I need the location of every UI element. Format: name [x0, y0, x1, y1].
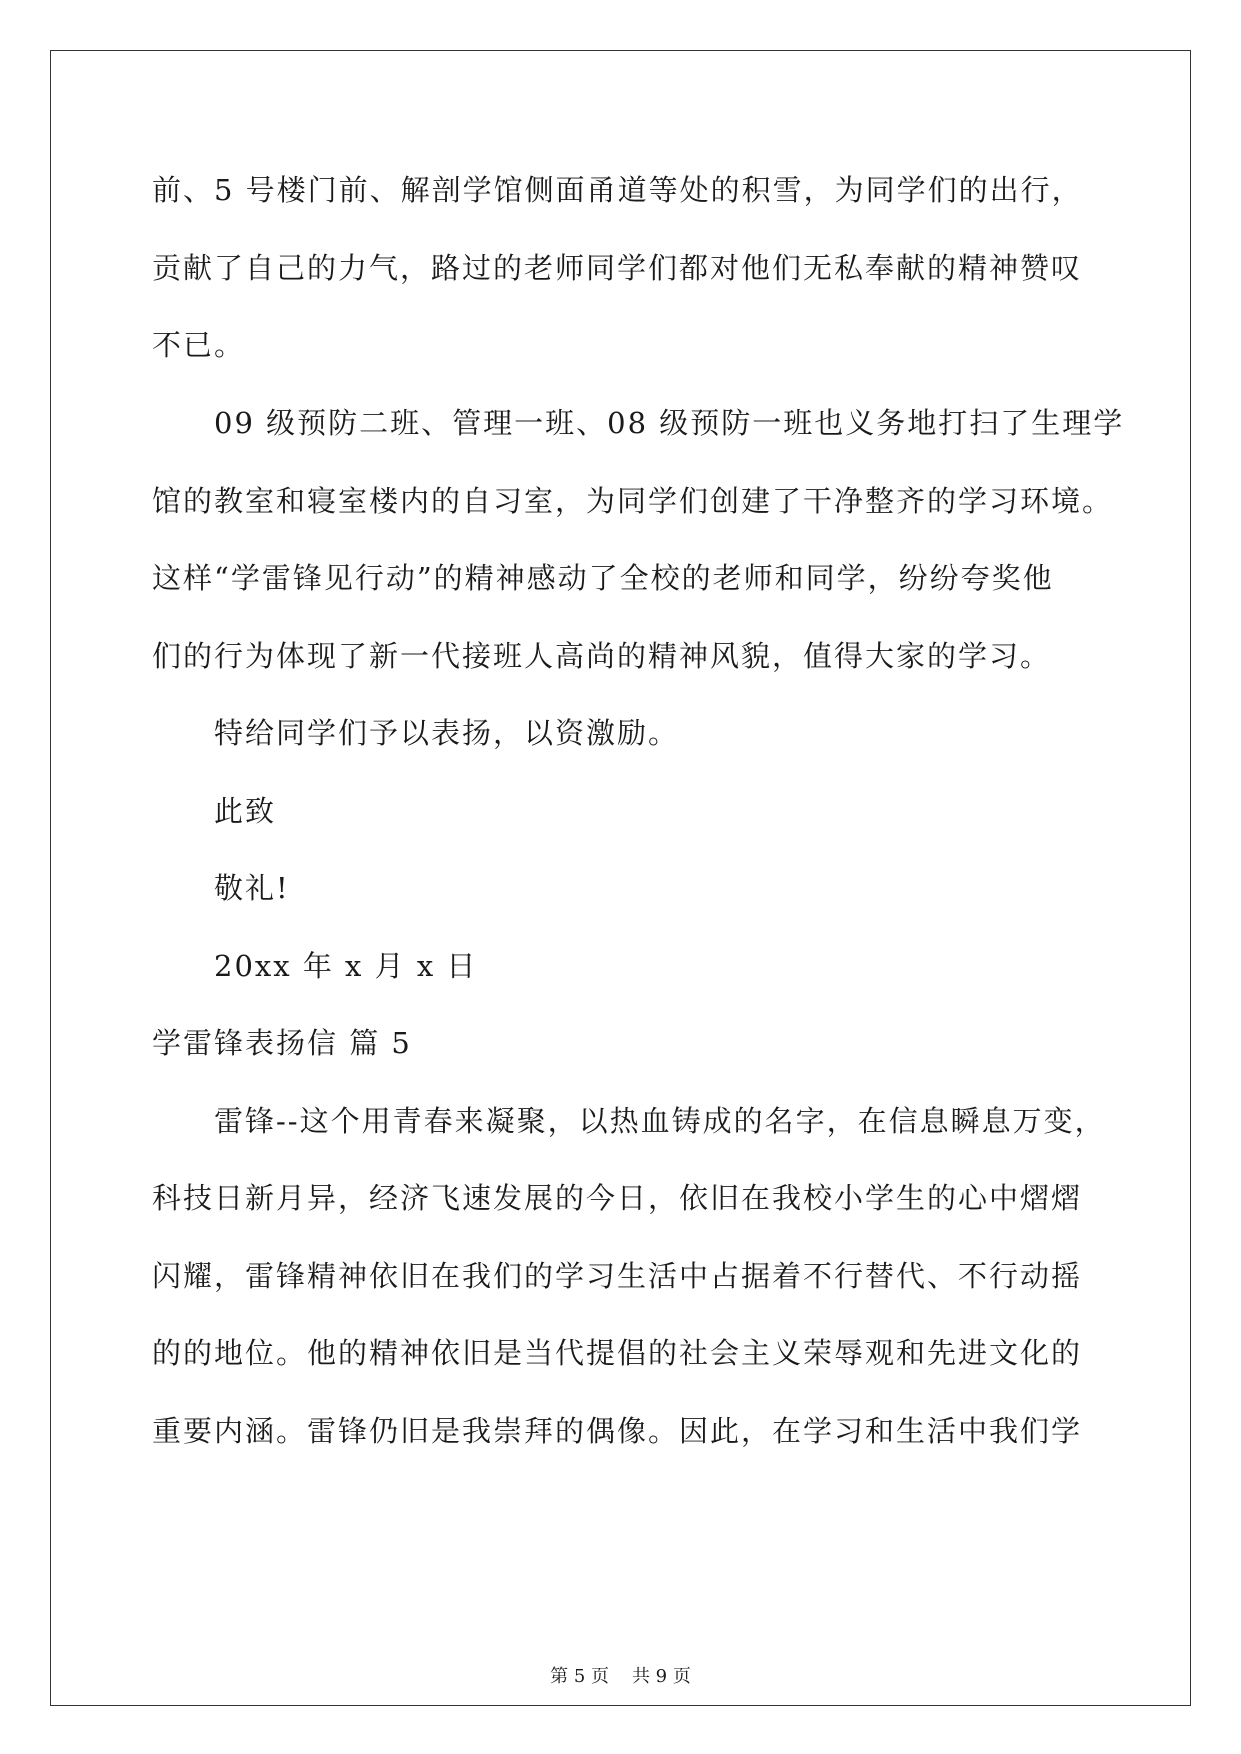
text-line: 们的行为体现了新一代接班人高尚的精神风貌，值得大家的学习。 [152, 639, 1052, 673]
text-line: 雷锋--这个用青春来凝聚，以热血铸成的名字，在信息瞬息万变， [214, 1104, 1106, 1138]
date-line: 20xx 年 x 月 x 日 [214, 949, 478, 983]
page-number: 第 5 页 共 9 页 [550, 1666, 691, 1687]
text-line: 前、5 号楼门前、解剖学馆侧面甬道等处的积雪，为同学们的出行， [152, 173, 1083, 207]
text-line: 特给同学们予以表扬，以资激励。 [214, 716, 680, 750]
text-line: 的的地位。他的精神依旧是当代提倡的社会主义荣辱观和先进文化的 [152, 1336, 1083, 1370]
section-heading: 学雷锋表扬信 篇 5 [152, 1026, 412, 1060]
text-line: 不已。 [152, 328, 246, 362]
text-line: 闪耀，雷锋精神依旧在我们的学习生活中占据着不行替代、不行动摇 [152, 1259, 1083, 1293]
text-line: 科技日新月异，经济飞速发展的今日，依旧在我校小学生的心中熠熠 [152, 1181, 1083, 1215]
text-line: 这样“学雷锋见行动”的精神感动了全校的老师和同学，纷纷夸奖他 [152, 561, 1054, 595]
closing: 敬礼! [214, 871, 290, 905]
salutation: 此致 [214, 794, 277, 828]
text-line: 09 级预防二班、管理一班、08 级预防一班也义务地打扫了生理学 [214, 406, 1125, 440]
text-line: 重要内涵。雷锋仍旧是我崇拜的偶像。因此，在学习和生活中我们学 [152, 1414, 1083, 1448]
text-line: 贡献了自己的力气，路过的老师同学们都对他们无私奉献的精神赞叹 [152, 251, 1083, 285]
text-line: 馆的教室和寝室楼内的自习室，为同学们创建了干净整齐的学习环境。 [152, 484, 1114, 518]
